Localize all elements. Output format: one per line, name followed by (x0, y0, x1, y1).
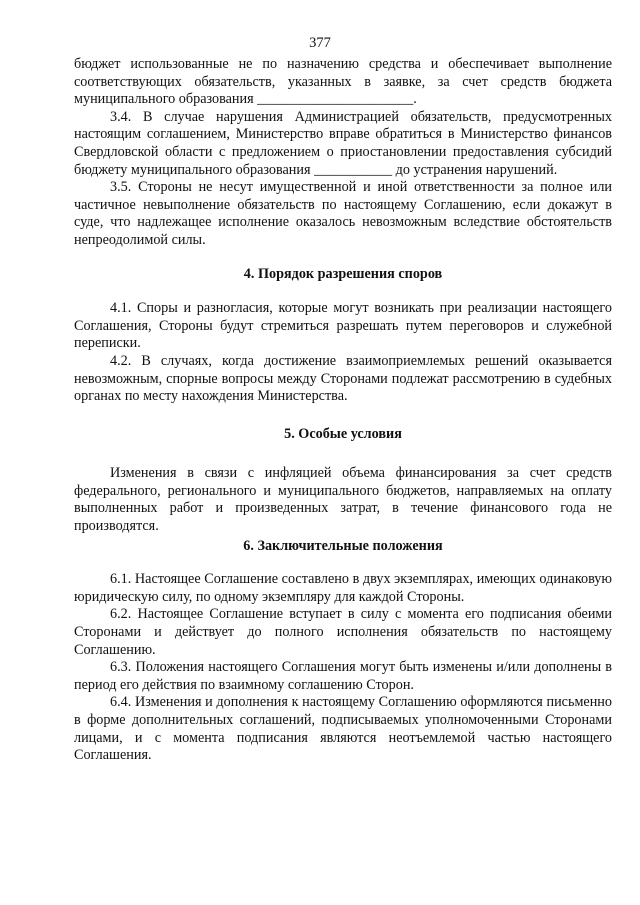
document-body (74, 56, 612, 765)
page-number: 377 (309, 35, 331, 51)
paragraph-continuation: бюджет использованные не по назначению средства и обеспечивает выполнение соответствующих обязательств, указанных в заявке, за счет средств бюджета муниципального образования ______________________. (74, 56, 612, 108)
paragraph-6-3: 6.3. Положения настоящего Соглашения могут быть изменены и/или дополнены в период его действия по взаимному соглашению Сторон. (74, 659, 612, 693)
paragraph-3-5: 3.5. Стороны не несут имущественной и иной ответственности за полное или частичное невыполнение обязательств по настоящему Соглашению, если докажут в суде, что надлежащее исполнение оказалось невозможным вследствие обстоятельств непреодолимой силы. (74, 179, 612, 248)
section-4-heading: 4. Порядок разрешения споров (243, 265, 443, 282)
paragraph-4-1: 4.1. Споры и разногласия, которые могут возникать при реализации настоящего Соглашения, Стороны будут стремиться разрешать путем переговоров и служебной переписки. (74, 300, 612, 352)
paragraph-3-4: 3.4. В случае нарушения Администрацией обязательств, предусмотренных настоящим соглашением, Министерство вправе обратиться в Министерство финансов Свердловской области с предложением о приостановлении предоставления субсидий бюджету муниципального образования ___________ до устранения нарушений. (74, 108, 612, 178)
paragraph-6-4: 6.4. Изменения и дополнения к настоящему Соглашению оформляются письменно в форме дополнительных соглашений, подписываемых уполномоченными Сторонами лицами, и с момента подписания являются неотъемлемой частью настоящего Соглашения. (74, 694, 612, 764)
section-6-heading: 6. Заключительные положения (243, 537, 443, 554)
paragraph-6-2: 6.2. Настоящее Соглашение вступает в силу с момента его подписания обеими Сторонами и действует до полного исполнения обязательств по настоящему Соглашению. (74, 606, 612, 658)
section-5-heading: 5. Особые условия (284, 425, 402, 442)
paragraph-4-2: 4.2. В случаях, когда достижение взаимоприемлемых решений оказывается невозможным, спорные вопросы между Сторонами подлежат рассмотрению в судебных органах по месту нахождения Министерства. (74, 352, 612, 405)
paragraph-5-1: Изменения в связи с инфляцией объема финансирования за счет средств федерального, регионального и муниципального бюджетов, направляемых на оплату выполненных работ и произведенных затрат, в течение финансового года не производятся. (74, 465, 612, 535)
paragraph-6-1: 6.1. Настоящее Соглашение составлено в двух экземплярах, имеющих одинаковую юридическую силу, по одному экземпляру для каждой Стороны. (74, 571, 612, 605)
